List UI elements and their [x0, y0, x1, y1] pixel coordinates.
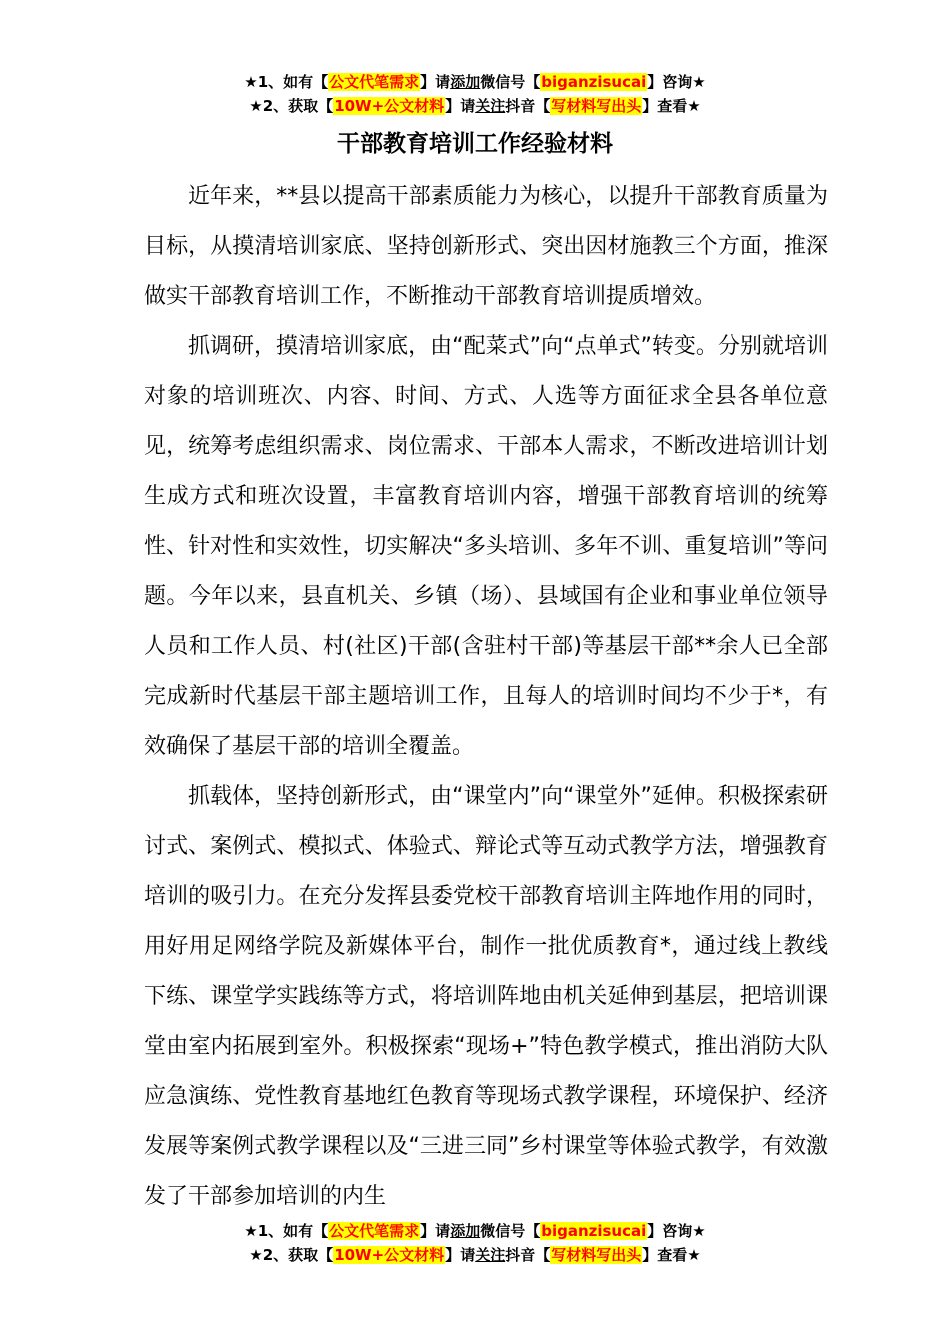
promo-line-1: ★1、如有【公文代笔需求】请添加微信号【biganzisucai】咨询★: [244, 1222, 706, 1240]
footer-promo-banner: [0, 1219, 950, 1267]
promo-highlight: biganzisucai: [541, 73, 647, 91]
paragraph: 近年来，**县以提高干部素质能力为核心，以提升干部教育质量为目标，从摸清培训家底、坚持创新形式、突出因材施教三个方面，推深做实干部教育培训工作，不断推动干部教育培训提质增效。: [144, 184, 828, 309]
document-body: [144, 172, 828, 1222]
paragraph: 抓调研，摸清培训家底，由“配菜式”向“点单式”转变。分别就培训对象的培训班次、内容、时间、方式、人选等方面征求全县各单位意见，统筹考虑组织需求、岗位需求、干部本人需求，不断改进培训计划生成方式和班次设置，丰富教育培训内容，增强干部教育培训的统筹性、针对性和实效性，切实解决“多头培训、多年不训、重复培训”等问题。今年以来，县直机关、乡镇（场）、县域国有企业和事业单位领导人员和工作人员、村(社区)干部(含驻村干部)等基层干部**余人已全部完成新时代基层干部主题培训工作，且每人的培训时间均不少于*，有效确保了基层干部的培训全覆盖。: [144, 334, 828, 759]
header-promo-banner: [0, 70, 950, 118]
promo-highlight: 写材料写出头: [551, 1246, 642, 1264]
promo-line-2: ★2、获取【10W+公文材料】请关注抖音【写材料写出头】查看★: [249, 1246, 701, 1264]
promo-line-1: ★1、如有【公文代笔需求】请添加微信号【biganzisucai】咨询★: [244, 73, 706, 91]
promo-highlight: 公文代笔需求: [329, 73, 420, 91]
promo-highlight: 10W+公文材料: [334, 1246, 445, 1264]
promo-highlight: biganzisucai: [541, 1222, 647, 1240]
promo-highlight: 公文代笔需求: [329, 1222, 420, 1240]
document-title: 干部教育培训工作经验材料: [337, 131, 613, 157]
paragraph: 抓载体，坚持创新形式，由“课堂内”向“课堂外”延伸。积极探索研讨式、案例式、模拟式、体验式、辩论式等互动式教学方法，增强教育培训的吸引力。在充分发挥县委党校干部教育培训主阵地作用的同时，用好用足网络学院及新媒体平台，制作一批优质教育*，通过线上教线下练、课堂学实践练等方式，将培训阵地由机关延伸到基层，把培训课堂由室内拓展到室外。积极探索“现场+”特色教学模式，推出消防大队应急演练、党性教育基地红色教育等现场式教学课程，环境保护、经济发展等案例式教学课程以及“三进三同”乡村课堂等体验式教学，有效激发了干部参加培训的内生: [144, 784, 828, 1209]
promo-highlight: 写材料写出头: [551, 97, 642, 115]
promo-line-2: ★2、获取【10W+公文材料】请关注抖音【写材料写出头】查看★: [249, 97, 701, 115]
promo-highlight: 10W+公文材料: [334, 97, 445, 115]
